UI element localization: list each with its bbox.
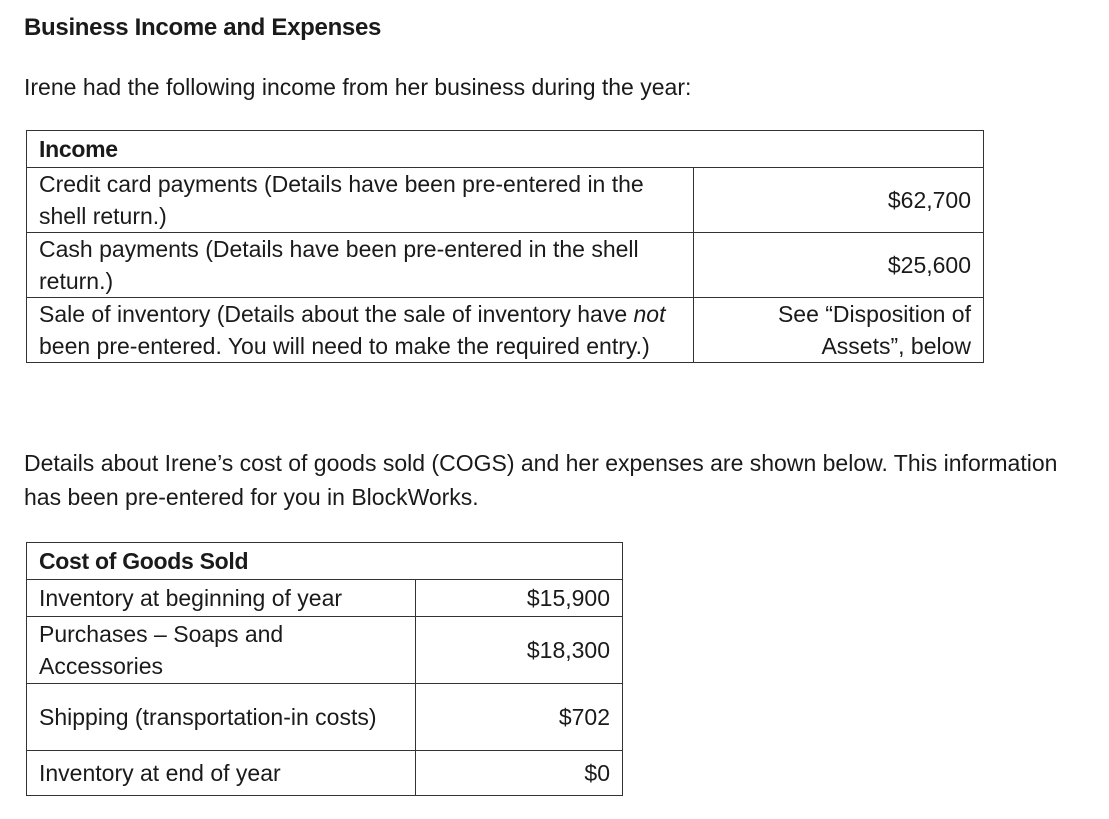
table-row — [27, 233, 984, 298]
cogs-amount-beginning-inventory: $15,900 — [416, 580, 623, 617]
cogs-table-header-row — [27, 543, 623, 580]
table-row — [27, 684, 623, 751]
table-row — [27, 168, 984, 233]
income-label-inventory-sale — [27, 298, 694, 363]
cogs-label-beginning-inventory: Inventory at beginning of year — [27, 580, 416, 617]
cogs-intro-text: Details about Irene’s cost of goods sold (COGS) and her expenses are shown below. This information has been pre-entered for you in BlockWorks. — [24, 450, 1058, 510]
table-row — [27, 751, 623, 796]
income-label-cash: Cash payments (Details have been pre-entered in the shell return.) — [27, 233, 694, 298]
income-table-header-row — [27, 131, 984, 168]
table-row — [27, 617, 623, 684]
income-amount-cash: $25,600 — [694, 233, 984, 298]
income-table — [26, 130, 984, 363]
inventory-sale-emphasis: not — [633, 301, 666, 327]
cogs-amount-shipping: $702 — [416, 684, 623, 751]
cogs-table-header: Cost of Goods Sold — [27, 543, 623, 580]
cogs-label-ending-inventory: Inventory at end of year — [27, 751, 416, 796]
income-intro-text: Irene had the following income from her business during the year: — [24, 74, 692, 100]
inventory-sale-text-part: Sale of inventory (Details about the sale of inventory have — [39, 301, 634, 327]
cogs-amount-ending-inventory: $0 — [416, 751, 623, 796]
inventory-sale-text-part: been pre-entered. You will need to make the required entry.) — [39, 333, 650, 359]
cogs-amount-purchases: $18,300 — [416, 617, 623, 684]
table-row — [27, 580, 623, 617]
page-heading: Business Income and Expenses — [24, 14, 382, 41]
cogs-label-shipping: Shipping (transportation-in costs) — [27, 684, 416, 751]
income-amount-credit-card: $62,700 — [694, 168, 984, 233]
cogs-label-purchases: Purchases – Soaps and Accessories — [27, 617, 416, 684]
table-row — [27, 298, 984, 363]
cogs-table — [26, 542, 623, 796]
income-table-header: Income — [27, 131, 984, 168]
income-amount-inventory-sale: See “Disposition of Assets”, below — [694, 298, 984, 363]
income-label-credit-card: Credit card payments (Details have been pre-entered in the shell return.) — [27, 168, 694, 233]
